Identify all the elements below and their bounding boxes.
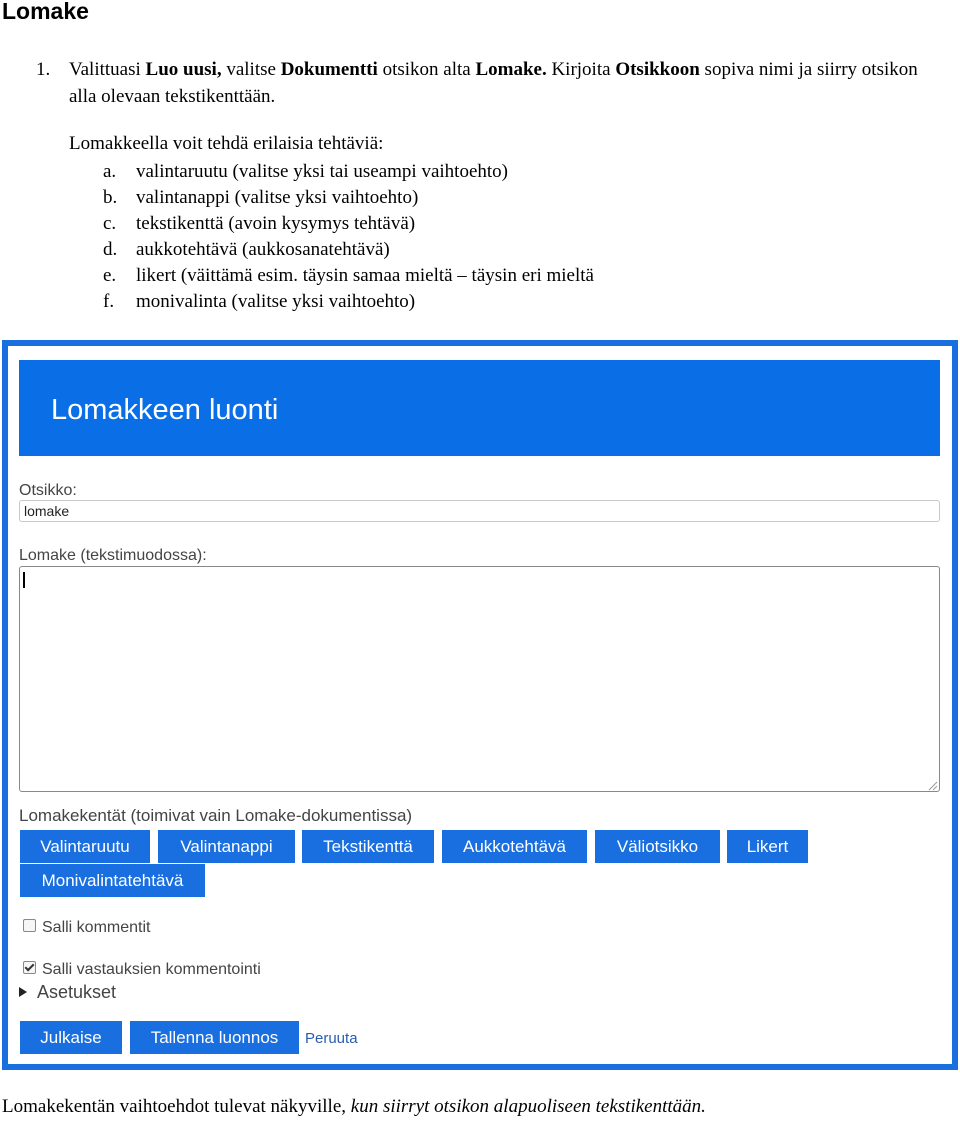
title-label: Otsikko:: [19, 482, 77, 499]
list-item: [103, 237, 594, 263]
list-letter: b.: [103, 187, 118, 208]
allow-answer-comments-checkbox[interactable]: [23, 961, 36, 974]
add-multiple-choice-button[interactable]: Monivalintatehtävä: [20, 864, 205, 897]
allow-comments-row[interactable]: [23, 918, 150, 938]
step-text-part: Dokumentti: [280, 59, 378, 80]
task-intro: Lomakkeella voit tehdä erilaisia tehtäviä:: [69, 133, 384, 154]
list-item: [103, 159, 594, 185]
step-text-part: Kirjoita: [546, 59, 616, 80]
allow-answer-comments-label: Salli vastauksien kommentointi: [42, 961, 261, 978]
form-fields-label: Lomakekentät (toimivat vain Lomake-dokumentissa): [19, 806, 413, 825]
add-subheading-button[interactable]: Väliotsikko: [595, 830, 720, 863]
text-caret: [23, 572, 25, 588]
cancel-link[interactable]: Peruuta: [305, 1030, 358, 1047]
list-letter: a.: [103, 161, 117, 182]
step-text-part: Lomake.: [475, 59, 547, 80]
step-number: 1.: [36, 59, 51, 80]
list-item: [103, 263, 594, 289]
footer-text: Lomakekentän vaihtoehdot tulevat näkyville,: [2, 1096, 351, 1117]
list-text: valintaruutu (valitse yksi tai useampi vaihtoehto): [136, 161, 508, 182]
add-radio-button[interactable]: Valintanappi: [158, 830, 295, 863]
settings-toggle[interactable]: [19, 982, 116, 1003]
task-list: [103, 159, 594, 315]
allow-comments-label: Salli kommentit: [42, 919, 151, 936]
list-text: monivalinta (valitse yksi vaihtoehto): [136, 291, 416, 312]
list-text: tekstikenttä (avoin kysymys tehtävä): [136, 213, 416, 234]
list-item: [103, 211, 594, 237]
title-input[interactable]: [19, 500, 940, 522]
page-title: Lomakkeen luonti: [51, 394, 279, 426]
form-body-textarea[interactable]: [19, 566, 940, 792]
list-text: aukkotehtävä (aukkosanatehtävä): [136, 239, 390, 260]
footer-note: [2, 1096, 706, 1118]
settings-label: Asetukset: [37, 982, 117, 1002]
list-letter: f.: [103, 291, 115, 312]
list-letter: d.: [103, 239, 118, 260]
add-cloze-button[interactable]: Aukkotehtävä: [442, 830, 587, 863]
document-title: Lomake: [2, 0, 89, 24]
step-text-part: valitse: [221, 59, 281, 80]
step-text-part: Valittuasi: [69, 59, 146, 80]
expand-triangle-icon: [19, 987, 27, 997]
list-text: likert (väittämä esim. täysin samaa mieltä – täysin eri mieltä: [136, 265, 594, 286]
list-letter: c.: [103, 213, 117, 234]
add-checkbox-button[interactable]: Valintaruutu: [20, 830, 150, 863]
list-text: valintanappi (valitse yksi vaihtoehto): [136, 187, 419, 208]
step-text-part: Otsikkoon: [615, 59, 700, 80]
allow-comments-checkbox[interactable]: [23, 919, 36, 932]
step-text-part: sopiva nimi ja siirry otsikon alla olevaan tekstikenttään.: [69, 59, 918, 107]
step-text-part: otsikon alta: [377, 59, 476, 80]
step-text: [69, 56, 946, 110]
add-likert-button[interactable]: Likert: [727, 830, 808, 863]
save-draft-button[interactable]: Tallenna luonnos: [130, 1021, 299, 1054]
form-screenshot: [2, 340, 958, 1070]
step-text-part: Luo uusi,: [145, 59, 222, 80]
form-body-label: Lomake (tekstimuodossa):: [19, 547, 207, 564]
footer-text-italic: kun siirryt otsikon alapuoliseen tekstikenttään.: [350, 1096, 706, 1117]
list-item: [103, 185, 594, 211]
page-banner: [19, 360, 940, 456]
list-item: [103, 289, 594, 315]
instruction-step: [36, 56, 946, 110]
publish-button[interactable]: Julkaise: [20, 1021, 122, 1054]
add-textfield-button[interactable]: Tekstikenttä: [302, 830, 434, 863]
allow-answer-comments-row[interactable]: [23, 960, 261, 980]
list-letter: e.: [103, 265, 117, 286]
resize-grip-icon[interactable]: [926, 779, 938, 791]
